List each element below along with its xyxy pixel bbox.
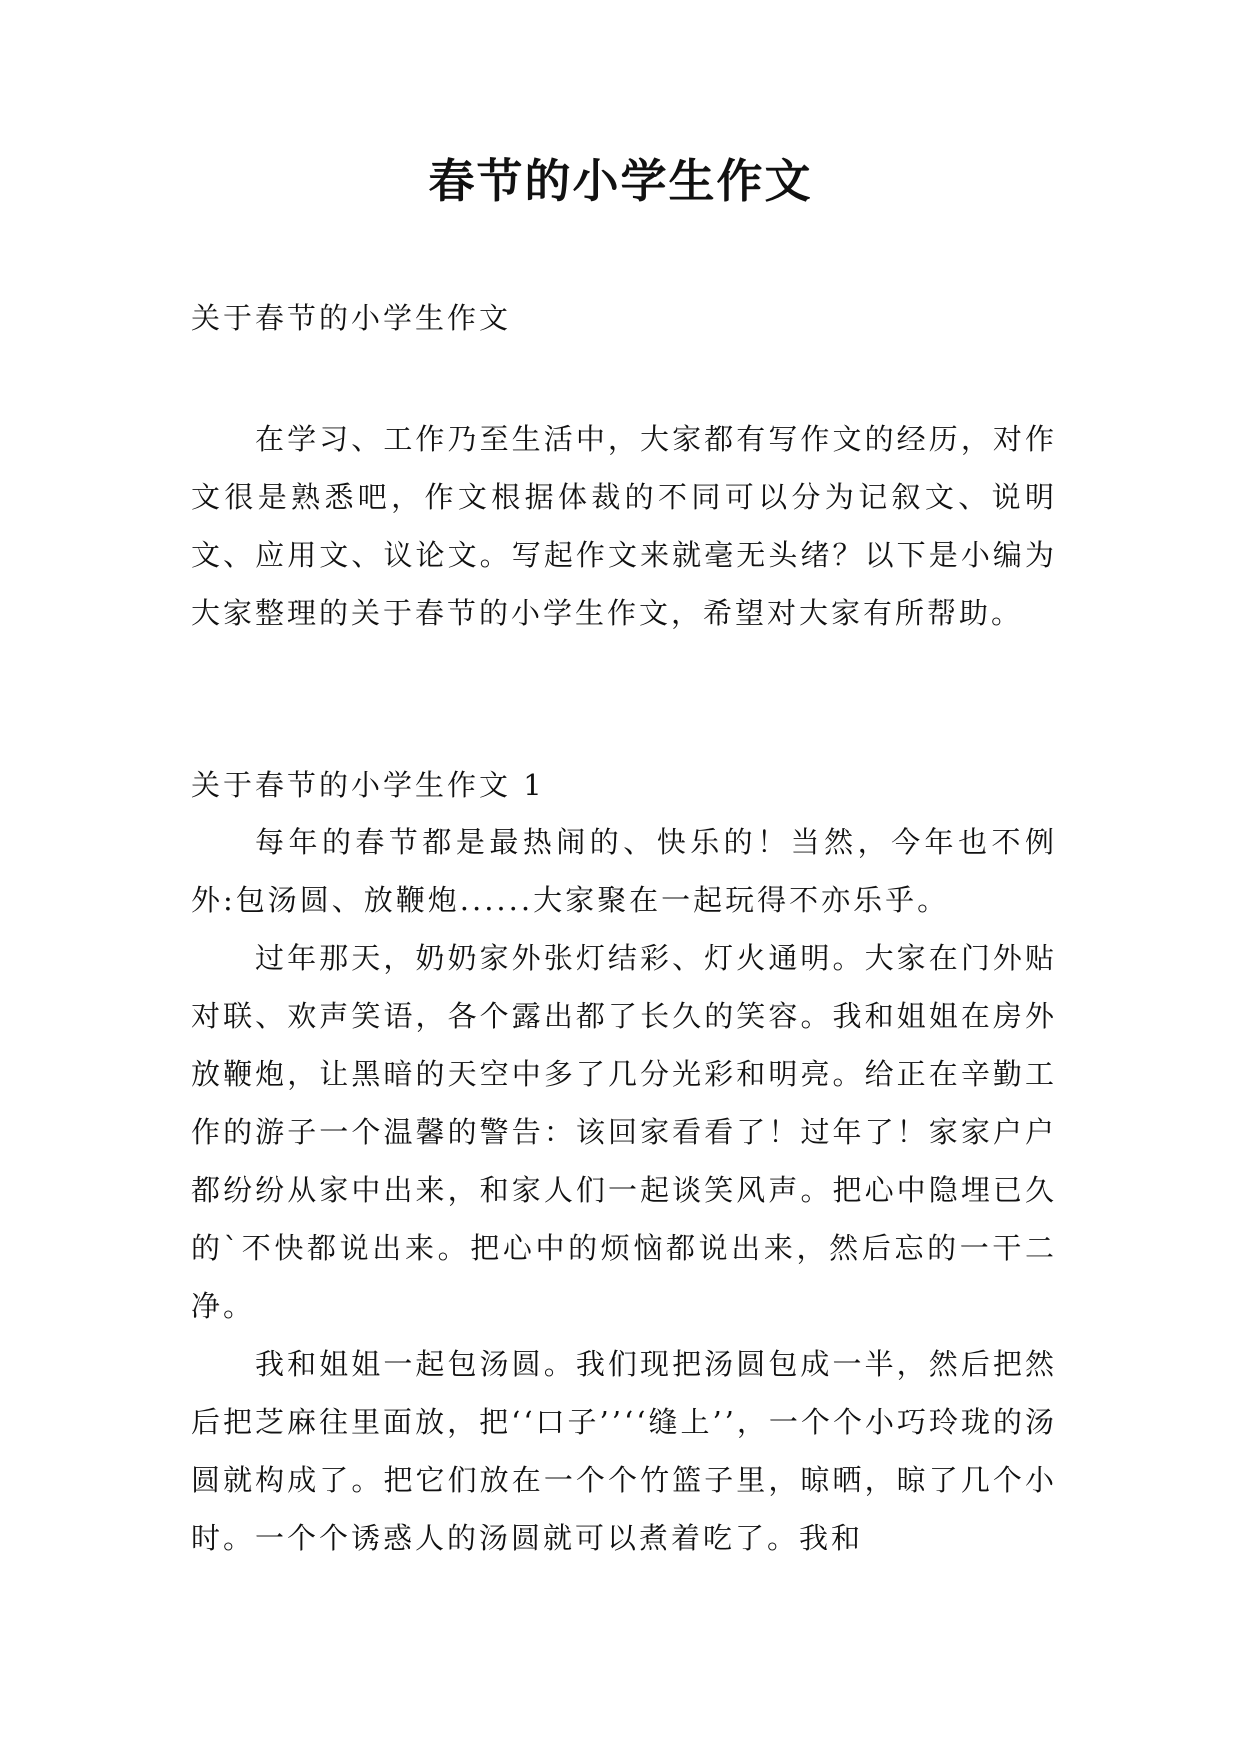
document-title: 春节的小学生作文 [428,154,813,208]
document-subtitle: 关于春节的小学生作文 [191,301,512,335]
body-paragraph-1: 每年的春节都是最热闹的、快乐的！当然，今年也不例外:包汤圆、放鞭炮......大家聚在一起玩得不亦乐乎。 [191,825,1057,917]
body-paragraph-2: 过年那天，奶奶家外张灯结彩、灯火通明。大家在门外贴对联、欢声笑语，各个露出都了长久的笑容。我和姐姐在房外放鞭炮，让黑暗的天空中多了几分光彩和明亮。给正在辛勤工作的游子一个温馨的警告：该回家看看了！过年了！家家户户都纷纷从家中出来，和家人们一起谈笑风声。把心中隐埋已久的`不快都说出来。把心中的烦恼都说出来，然后忘的一干二净。 [191,941,1057,1323]
body-paragraph-3: 我和姐姐一起包汤圆。我们现把汤圆包成一半，然后把然后把芝麻往里面放，把‘‘口子’’‘‘缝上’’，一个个小巧玲珑的汤圆就构成了。把它们放在一个个竹篮子里，晾晒，晾了几个小时。一个个诱惑人的汤圆就可以煮着吃了。我和 [191,1347,1057,1555]
section-heading: 关于春节的小学生作文 1 [191,768,545,802]
intro-paragraph: 在学习、工作乃至生活中，大家都有写作文的经历，对作文很是熟悉吧，作文根据体裁的不同可以分为记叙文、说明文、应用文、议论文。写起作文来就毫无头绪？以下是小编为大家整理的关于春节的小学生作文，希望对大家有所帮助。 [191,422,1057,630]
